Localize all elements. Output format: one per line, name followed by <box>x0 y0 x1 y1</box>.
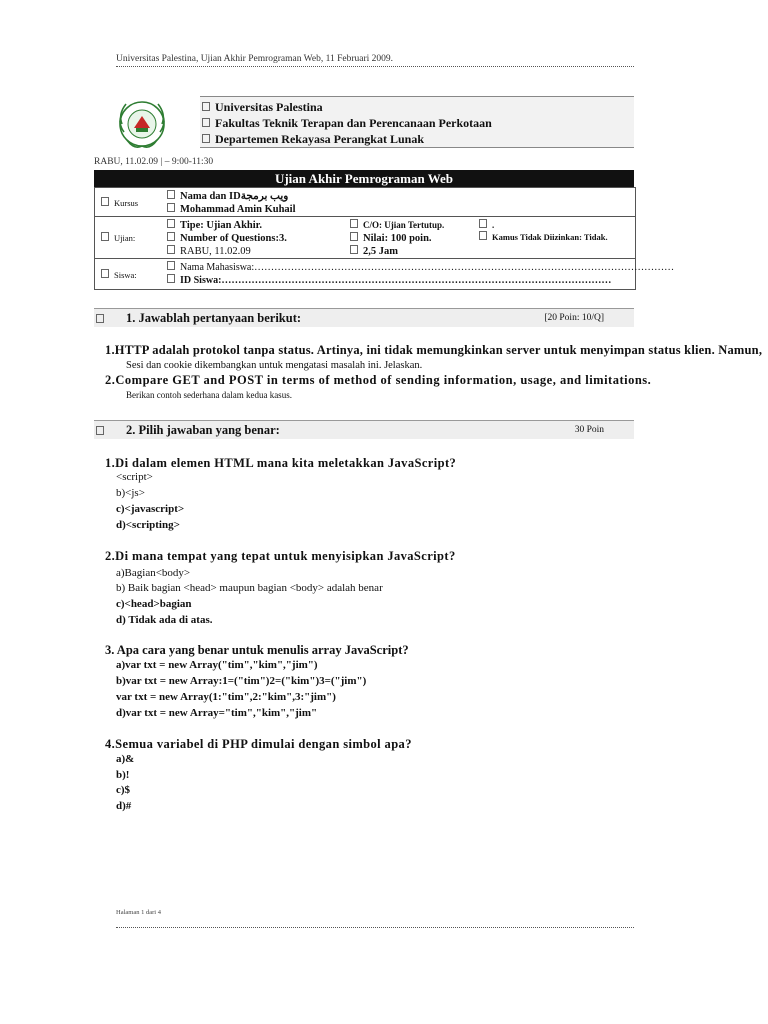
checkbox-icon <box>167 203 175 212</box>
mcq-option: var txt = new Array(1:"tim",2:"kim",3:"jim") <box>116 691 336 703</box>
essay-question-1-detail: Sesi dan cookie dikembangkan untuk mengatasi masalah ini. Jelaskan. <box>126 360 423 371</box>
checkbox-icon <box>202 102 210 111</box>
siswa-row: Siswa: Nama Mahasiswa:……………………………………………………………………………………………………………… ID Siswa:……………………………………………………………………………………………………… <box>95 259 635 289</box>
checkbox-icon <box>479 231 487 240</box>
mcq-option: a)& <box>116 753 135 765</box>
institution-line: Departemen Rekayasa Perangkat Lunak <box>202 132 424 147</box>
checkbox-icon <box>167 232 175 241</box>
mcq-option: c)$ <box>116 784 131 796</box>
essay-question-2: 2.Compare GET and POST in terms of method of sending information, usage, and limitations. <box>105 373 652 387</box>
mcq-option: a)var txt = new Array("tim","kim","jim") <box>116 659 318 671</box>
mcq-option: b)var txt = new Array:1=("tim")2=("kim")3=("jim") <box>116 675 367 687</box>
checkbox-icon <box>167 261 175 270</box>
checkbox-icon <box>167 274 175 283</box>
section-2-points: 30 Poin <box>574 425 604 435</box>
mcq-option: <script> <box>116 471 153 483</box>
checkbox-icon <box>202 118 210 127</box>
institution-line: Fakultas Teknik Terapan dan Perencanaan Perkotaan <box>202 116 492 131</box>
mcq-question-1: 1.Di dalam elemen HTML mana kita meletakkan JavaScript? <box>105 456 457 470</box>
mcq-question-2: 2.Di mana tempat yang tepat untuk menyisipkan JavaScript? <box>105 549 456 563</box>
mcq-option: b) Baik bagian <head> maupun bagian <body> adalah benar <box>116 582 383 594</box>
mcq-option: d) Tidak ada di atas. <box>116 614 213 626</box>
kursus-row: Kursus Nama dan IDويب برمجة Mohammad Amin Kuhail <box>95 188 635 217</box>
mcq-question-3: 3. Apa cara yang benar untuk menulis array JavaScript? <box>105 643 409 657</box>
checkbox-icon <box>96 426 104 435</box>
checkbox-icon <box>167 219 175 228</box>
mcq-option: b)! <box>116 769 130 781</box>
header-divider <box>116 66 634 67</box>
page-number: Halaman 1 dari 4 <box>116 909 161 916</box>
section-1-header: 1. Jawablah pertanyaan berikut: [20 Poin: 10/Q] <box>94 308 634 327</box>
mcq-option: d)var txt = new Array="tim","kim","jim" <box>116 707 318 719</box>
university-logo <box>112 94 172 154</box>
mcq-option: d)<scripting> <box>116 519 180 531</box>
mcq-option: d)# <box>116 800 132 812</box>
checkbox-icon <box>167 190 175 199</box>
mcq-option: c)<head>bagian <box>116 598 192 610</box>
checkbox-icon <box>167 245 175 254</box>
institution-block <box>200 96 634 148</box>
running-header: Universitas Palestina, Ujian Akhir Pemrograman Web, 11 Februari 2009. <box>116 54 394 64</box>
checkbox-icon <box>202 134 210 143</box>
checkbox-icon <box>101 269 109 278</box>
institution-line: Universitas Palestina <box>202 100 323 115</box>
checkbox-icon <box>101 232 109 241</box>
ujian-row: Ujian: Tipe: Ujian Akhir. Number of Questions:3. RABU, 11.02.09 C/O: Ujian Tertutup. Nilai: 100 poin. 2,5 Jam . Kamus Tidak Diizinkan: Tidak. <box>95 217 635 259</box>
mcq-option: a)Bagian<body> <box>116 567 191 579</box>
checkbox-icon <box>350 245 358 254</box>
checkbox-icon <box>350 232 358 241</box>
exam-info-table <box>94 187 675 290</box>
checkbox-icon <box>101 197 109 206</box>
mcq-option: c)<javascript> <box>116 503 185 515</box>
checkbox-icon <box>350 219 358 228</box>
exam-schedule: RABU, 11.02.09 | – 9:00-11:30 <box>94 157 214 167</box>
section-1-points: [20 Poin: 10/Q] <box>544 313 604 323</box>
mcq-option: b)<js> <box>116 487 145 499</box>
essay-question-2-detail: Berikan contoh sederhana dalam kedua kasus. <box>126 390 292 400</box>
exam-title: Ujian Akhir Pemrograman Web <box>94 170 634 187</box>
checkbox-icon <box>96 314 104 323</box>
section-2-header: 2. Pilih jawaban yang benar: 30 Poin <box>94 420 634 439</box>
checkbox-icon <box>479 219 487 228</box>
mcq-question-4: 4.Semua variabel di PHP dimulai dengan simbol apa? <box>105 737 412 751</box>
essay-question-1: 1.HTTP adalah protokol tanpa status. Artinya, ini tidak memungkinkan server untuk menyimpan status klien. Namun, <box>105 343 763 357</box>
footer-divider <box>116 927 634 928</box>
